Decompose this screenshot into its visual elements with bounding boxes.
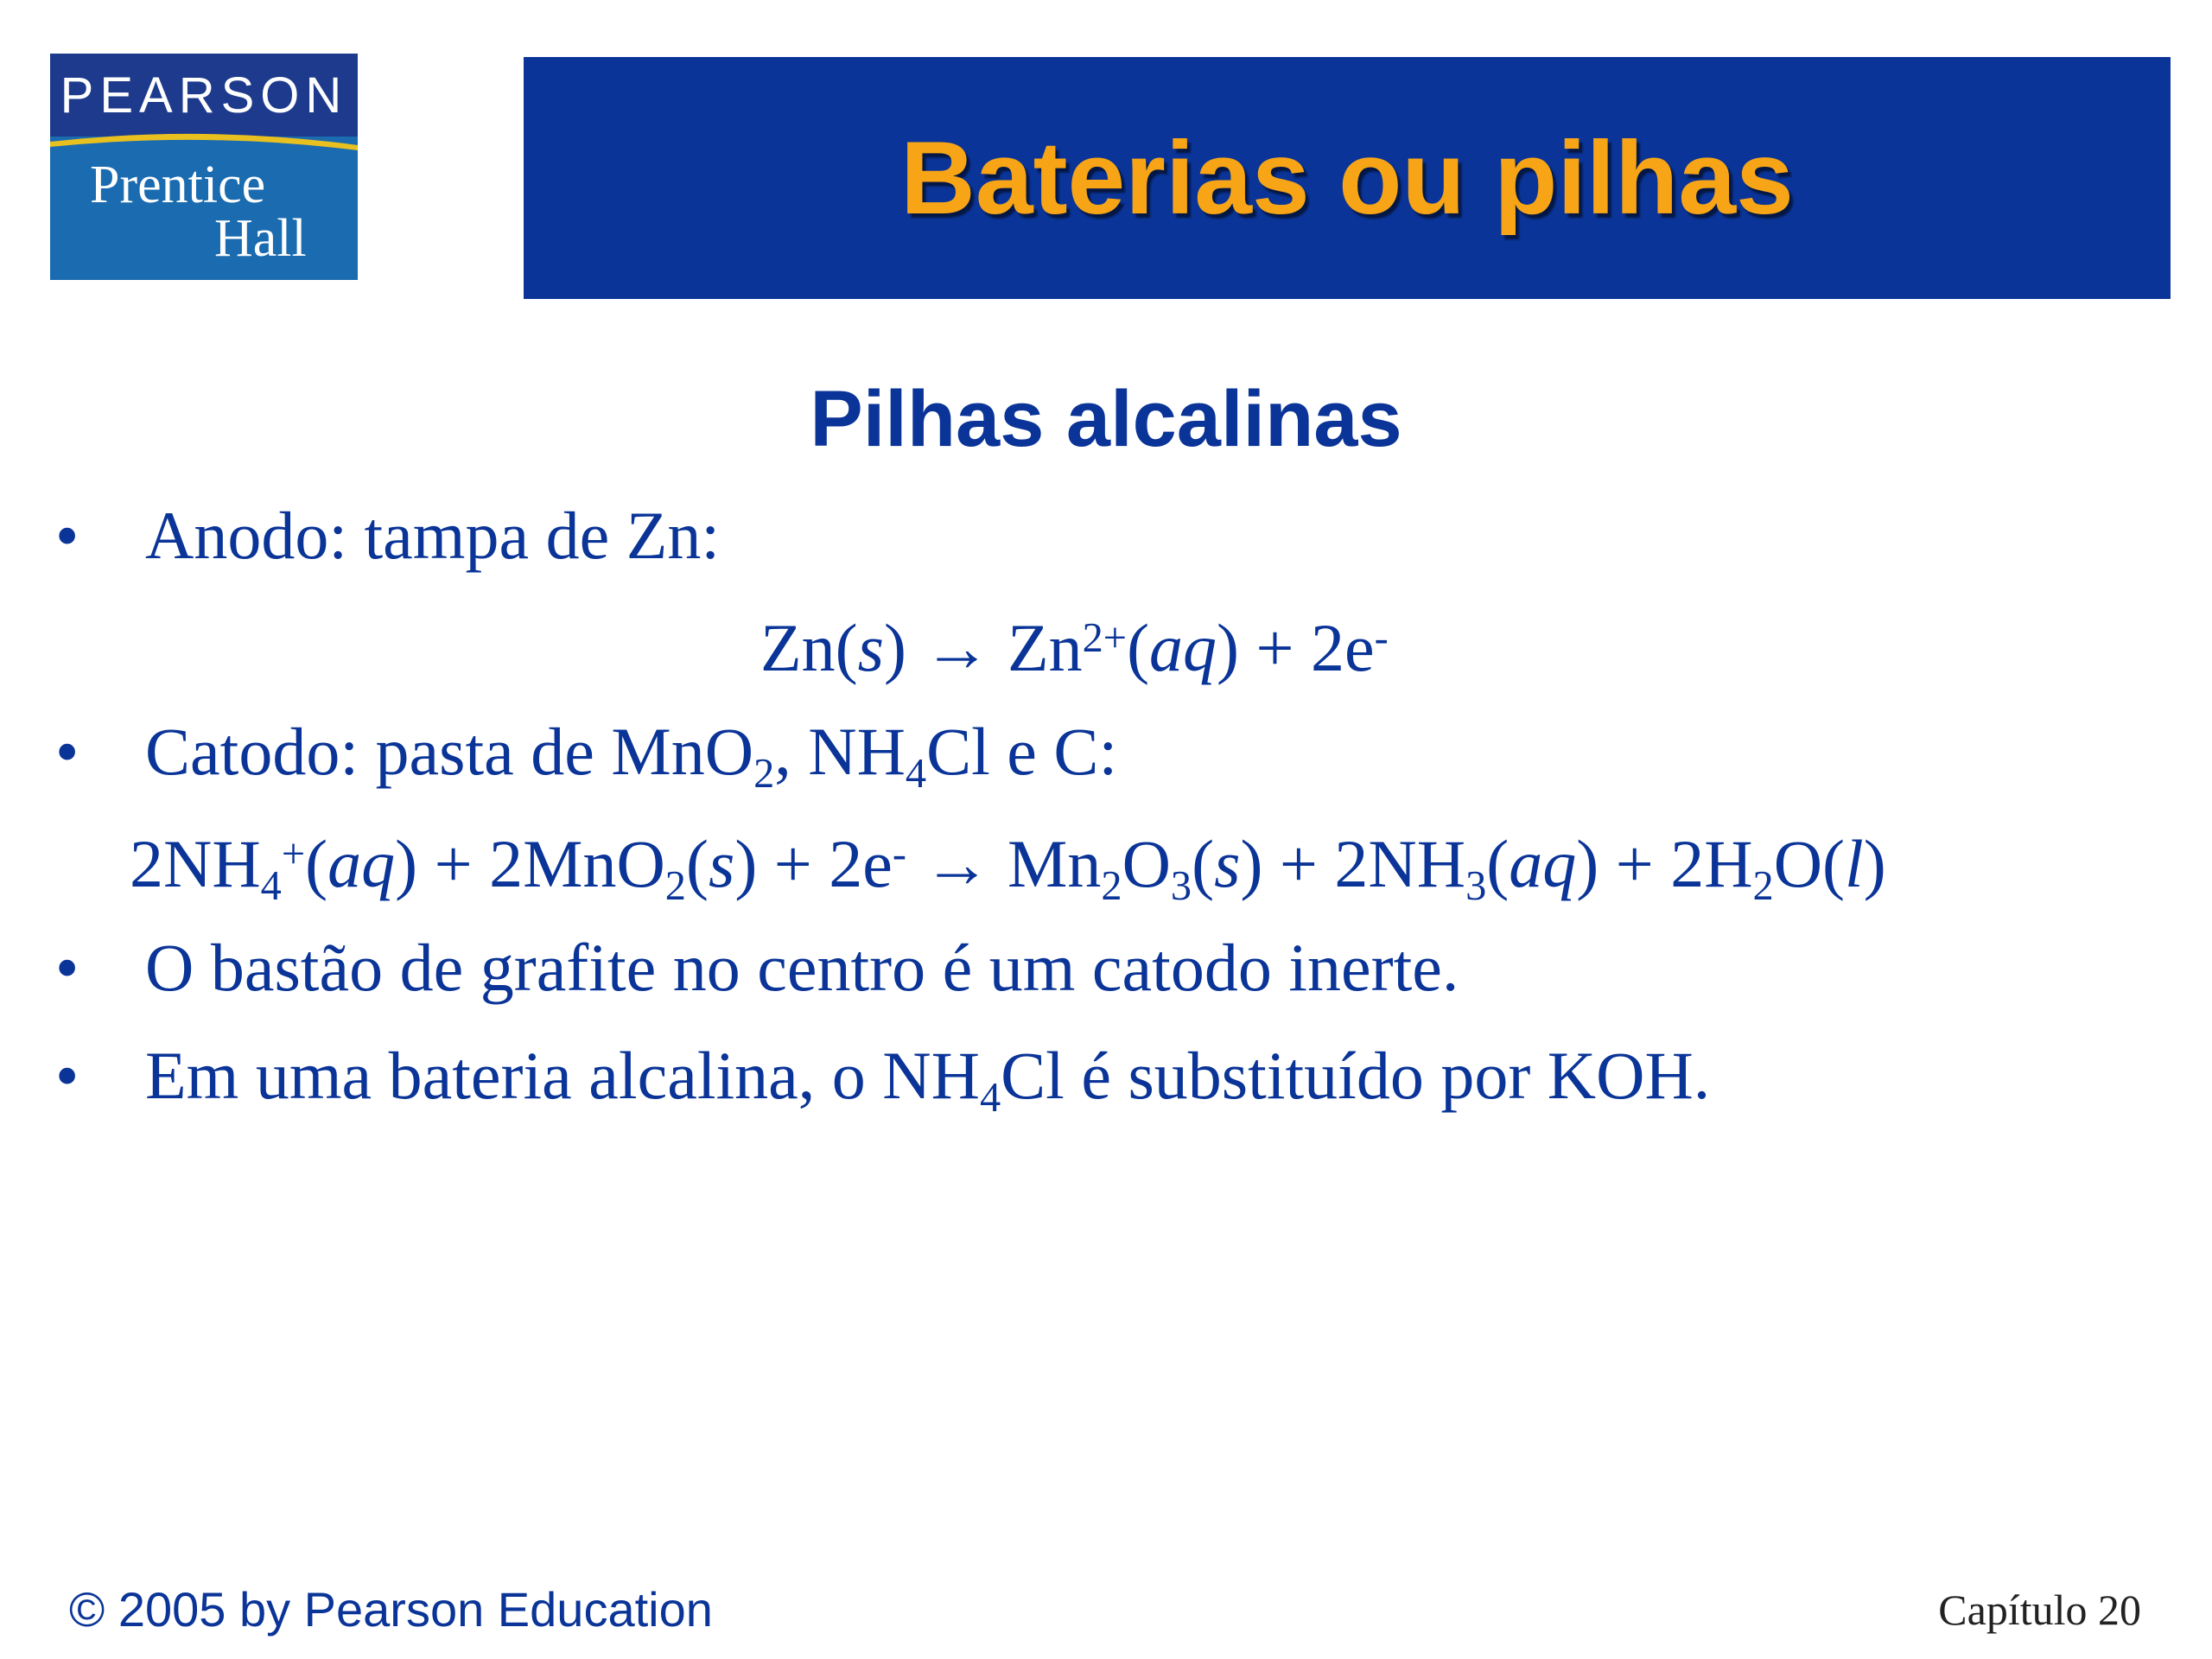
bullet-marker: • [55,930,79,1005]
bullet-text-cathode: Catodo: pasta de MnO$_2$, $NH_4Cl$ e C: [145,714,1118,798]
bullet-text-graphite: O bastão de grafite no centro é um catodo inerte. [145,930,1459,1005]
bullet-marker: • [55,1038,79,1113]
footer-copyright: © 2005 by Pearson Education [69,1582,713,1637]
bullet-text-anode: Anodo: tampa de Zn: [145,498,721,573]
slide-title: Baterias ou pilhas [900,120,1794,236]
bullet-marker: • [55,714,79,789]
footer-chapter: Capítulo 20 [1938,1586,2141,1634]
logo-swoosh-icon [50,123,358,157]
title-banner [524,57,2171,299]
logo-wordmark: PEARSON [60,67,348,124]
equation-anode-reaction: $Zn(s) \to Zn^{2+}(aq) + 2e^-$ [760,610,1389,685]
pearson-prentice-hall-logo [50,54,358,280]
logo-name-line2: Hall [214,209,307,268]
logo-name-line1: Prentice [90,156,266,214]
bullet-text-alkaline: Em uma bateria alcalina, o $NH_4Cl$ é substituído por KOH. [145,1038,1711,1122]
equation-cathode-reaction: $2NH_4^+(aq) + 2MnO_2(s) + 2e^- \to Mn_2O_3(s) + 2NH_3(aq) + 2H_2O(l)$ [130,826,1886,910]
bullet-marker: • [55,498,79,573]
slide-subtitle: Pilhas alcalinas [810,375,1402,463]
